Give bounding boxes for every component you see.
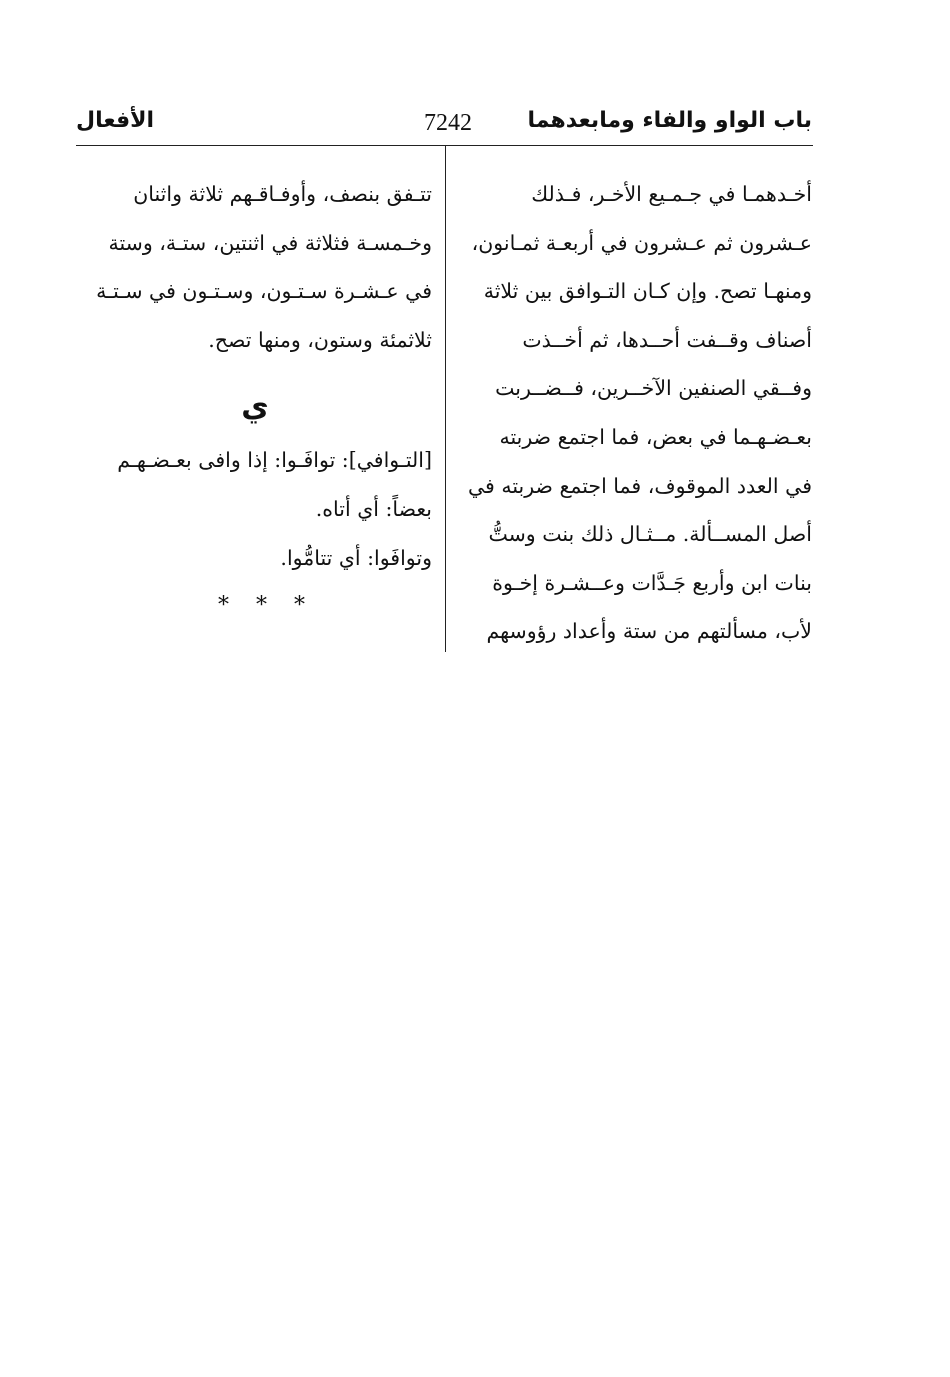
text-line: عـشرون ثم عـشرون في أربعـة ثمـانون، (471, 230, 812, 255)
text-line: أخـدهمـا في جـمـيع الأخـر، فـذلك (531, 182, 812, 206)
text-line: لأب، مسألتهم من ستة وأعداد رؤوسهم (486, 619, 812, 644)
text-line: وخـمسـة فثلاثة في اثنتين، ستـة، وستة (108, 230, 432, 255)
text-line: أصناف وقــفت أحــدها، ثم أخــذت (522, 327, 812, 352)
text-line: بعـضـهـما في بعض، فما اجتمع ضربته (499, 424, 812, 449)
page-number: 7242 (424, 110, 472, 136)
page-header (76, 104, 812, 144)
text-line: في العدد الموقوف، فما اجتمع ضربته في (467, 473, 812, 498)
text-line: [التـوافي]: توافَـوا: إذا وافى بعـضـهـم (117, 448, 432, 473)
text-line: أصل المســألة. مــثـال ذلك بنت وستُّ (488, 522, 812, 547)
section-letter-heading: ي (241, 389, 269, 425)
text-line: ومنهـا تصح. وإن كـان التـوافق بين ثلاثة (483, 279, 812, 304)
section-end-stars: * * * (218, 593, 315, 619)
column-divider (445, 146, 446, 652)
text-line: في عـشـرة سـتـون، وسـتـون في سـتـة (96, 279, 432, 304)
text-line: بنات ابن وأربع جَـدَّات وعــشـرة إخـوة (492, 570, 812, 595)
text-line: بعضاً: أي أتاه. (315, 496, 432, 521)
text-line: وفــقي الصنفين الآخــرين، فــضــربت (495, 376, 812, 401)
section-title: الأفعال (76, 108, 155, 133)
chapter-title: باب الواو والفاء ومابعدهما (527, 108, 812, 133)
text-line: ثلاثمئة وستون، ومنها تصح. (208, 327, 432, 352)
left-column (78, 170, 432, 630)
text-line: تتـفق بنصف، وأوفـاقـهم ثلاثة واثنان (133, 182, 432, 206)
text-line: وتوافَوا: أي تتامُّوا. (280, 545, 432, 570)
right-column (458, 170, 812, 656)
